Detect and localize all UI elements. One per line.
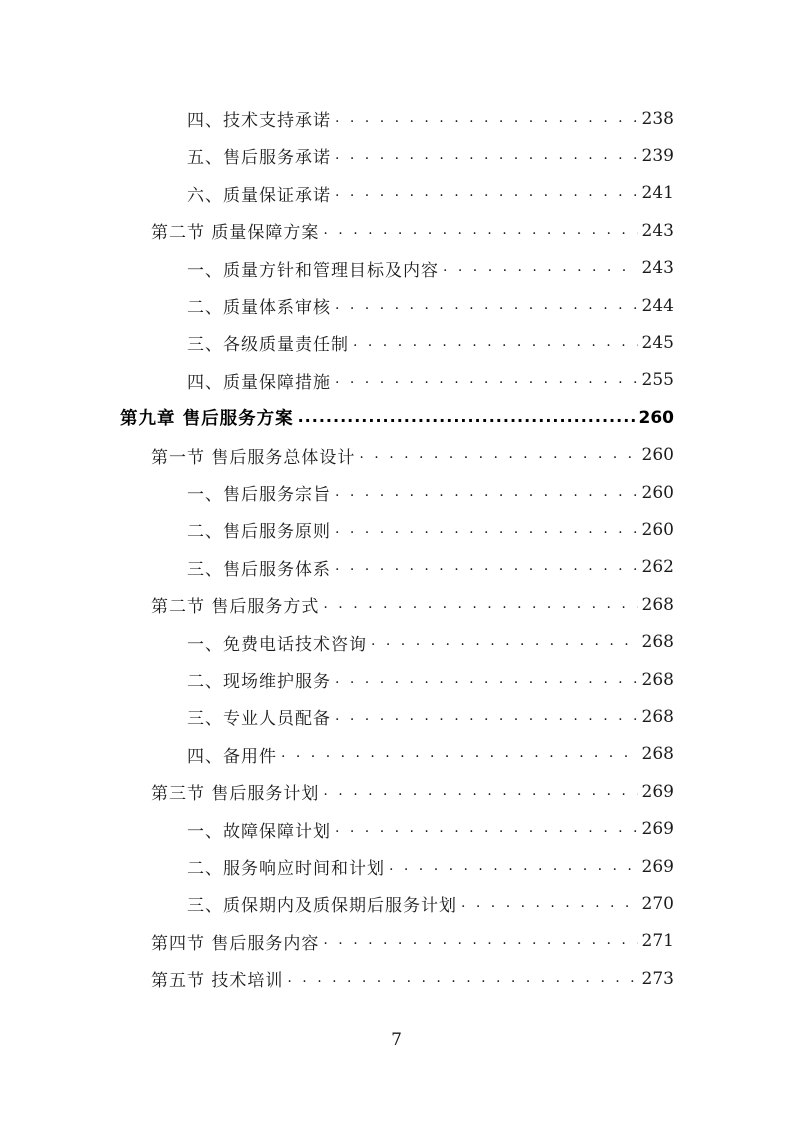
- toc-section-entry[interactable]: [151, 773, 674, 810]
- toc-dot-leader: [443, 259, 638, 275]
- toc-dot-leader: [335, 297, 638, 313]
- toc-entry-page: 271: [641, 931, 674, 952]
- page-number: 7: [391, 1030, 402, 1050]
- toc-dot-leader: [287, 970, 637, 986]
- toc-entry-page: 260: [641, 482, 674, 503]
- toc-subsection-entry[interactable]: [187, 324, 674, 361]
- toc-dot-leader: [353, 334, 638, 350]
- toc-dot-leader: [335, 371, 638, 387]
- toc-entry-title: 五、售后服务承诺: [187, 148, 331, 169]
- toc-section-entry[interactable]: [151, 212, 674, 249]
- toc-entry-title: 四、质量保障措施: [187, 372, 331, 393]
- toc-entry-page: 243: [641, 220, 674, 241]
- toc-entry-title: 三、各级质量责任制: [187, 335, 349, 356]
- toc-subsection-entry[interactable]: [187, 885, 674, 922]
- toc-section-entry[interactable]: [151, 437, 674, 474]
- toc-entry-title: 三、质保期内及质保期后服务计划: [187, 896, 457, 917]
- toc-entry-title: 二、现场维护服务: [187, 672, 331, 692]
- toc-dot-leader: [323, 783, 637, 799]
- toc-entry-title: 第一节 售后服务总体设计: [151, 447, 356, 468]
- toc-entry-page: 241: [641, 183, 674, 204]
- toc-entry-page: 269: [641, 819, 674, 840]
- toc-dot-leader: [335, 558, 638, 574]
- toc-dot-leader: [335, 521, 638, 537]
- toc-entry-title: 第四节 售后服务内容: [151, 933, 320, 954]
- toc-subsection-entry[interactable]: [187, 549, 674, 586]
- toc-entry-title: 三、售后服务体系: [187, 559, 331, 580]
- toc-entry-page: 255: [641, 370, 674, 391]
- toc-entry-page: 268: [641, 706, 674, 727]
- toc-dot-leader: [335, 484, 638, 500]
- toc-entry-page: 239: [641, 145, 674, 166]
- toc-dot-leader: [323, 596, 637, 612]
- toc-dot-leader: [461, 895, 638, 911]
- toc-entry-page: 268: [641, 632, 674, 653]
- toc-entry-page: 269: [641, 781, 674, 802]
- toc-entry-title: 六、质量保证承诺: [187, 185, 331, 206]
- toc-entry-title: 第二节 售后服务方式: [151, 597, 320, 618]
- toc-dot-leader: [335, 110, 638, 126]
- toc-dot-leader: [335, 708, 638, 724]
- toc-entry-title: 二、质量体系审核: [187, 298, 331, 318]
- toc-entry-page: 244: [641, 295, 674, 316]
- toc-entry-title: 第二节 质量保障方案: [151, 223, 320, 244]
- toc-entry-page: 260: [641, 445, 674, 466]
- toc-entry-title: 四、备用件: [187, 746, 277, 767]
- toc-subsection-entry[interactable]: [187, 250, 674, 287]
- toc-subsection-entry[interactable]: [187, 698, 674, 735]
- toc-entry-page: 260: [638, 407, 674, 428]
- toc-entry-page: 260: [641, 519, 674, 540]
- toc-section-entry[interactable]: [151, 586, 674, 623]
- toc-entry-page: 273: [641, 968, 674, 989]
- toc-entry-title: 二、售后服务原则: [187, 522, 331, 543]
- toc-entry-page: 268: [641, 594, 674, 615]
- toc-entry-title: 一、质量方针和管理目标及内容: [187, 260, 439, 281]
- toc-dot-leader: [323, 222, 637, 238]
- toc-subsection-entry[interactable]: [187, 661, 674, 698]
- toc-entry-page: 268: [641, 744, 674, 765]
- toc-chapter-entry[interactable]: [120, 399, 674, 436]
- toc-dot-leader: [335, 184, 638, 200]
- toc-subsection-entry[interactable]: [187, 137, 674, 174]
- toc-subsection-entry[interactable]: [187, 511, 674, 548]
- toc-entry-page: 268: [641, 669, 674, 690]
- toc-entry-title: 二、服务响应时间和计划: [187, 859, 385, 879]
- toc-subsection-entry[interactable]: [187, 848, 674, 885]
- toc-subsection-entry[interactable]: [187, 362, 674, 399]
- toc-subsection-entry[interactable]: [187, 736, 674, 773]
- toc-dot-leader: [335, 820, 638, 836]
- toc-entry-title: 三、专业人员配备: [187, 709, 331, 730]
- toc-subsection-entry[interactable]: [187, 100, 674, 137]
- toc-entry-page: 262: [641, 557, 674, 578]
- toc-entry-title: 第五节 技术培训: [151, 971, 284, 992]
- toc-section-entry[interactable]: [151, 923, 674, 960]
- toc-dot-leader: [281, 745, 638, 761]
- toc-subsection-entry[interactable]: [187, 287, 674, 324]
- toc-entry-page: 243: [641, 258, 674, 279]
- toc-entry-title: 第三节 售后服务计划: [151, 784, 320, 805]
- toc-subsection-entry[interactable]: [187, 624, 674, 661]
- toc-dot-leader: [359, 446, 637, 462]
- toc-entry-page: 269: [641, 856, 674, 877]
- toc-dot-leader: [335, 147, 638, 163]
- toc-dot-leader: [298, 407, 635, 426]
- toc-subsection-entry[interactable]: [187, 175, 674, 212]
- toc-entry-page: 238: [641, 108, 674, 129]
- toc-dot-leader: [323, 932, 637, 948]
- toc-entry-title: 一、售后服务宗旨: [187, 485, 331, 505]
- toc-subsection-entry[interactable]: [187, 474, 674, 511]
- toc-entry-page: 270: [641, 893, 674, 914]
- toc-dot-leader: [371, 633, 638, 649]
- toc-entry-title: 四、技术支持承诺: [187, 111, 331, 131]
- toc-dot-leader: [335, 671, 638, 687]
- toc-subsection-entry[interactable]: [187, 811, 674, 848]
- toc-section-entry[interactable]: [151, 960, 674, 997]
- toc-entry-title: 一、故障保障计划: [187, 821, 331, 842]
- toc-dot-leader: [389, 858, 638, 874]
- toc-entry-title: 第九章 售后服务方案: [120, 409, 294, 430]
- toc-entry-title: 一、免费电话技术咨询: [187, 634, 367, 655]
- toc-entry-page: 245: [641, 332, 674, 353]
